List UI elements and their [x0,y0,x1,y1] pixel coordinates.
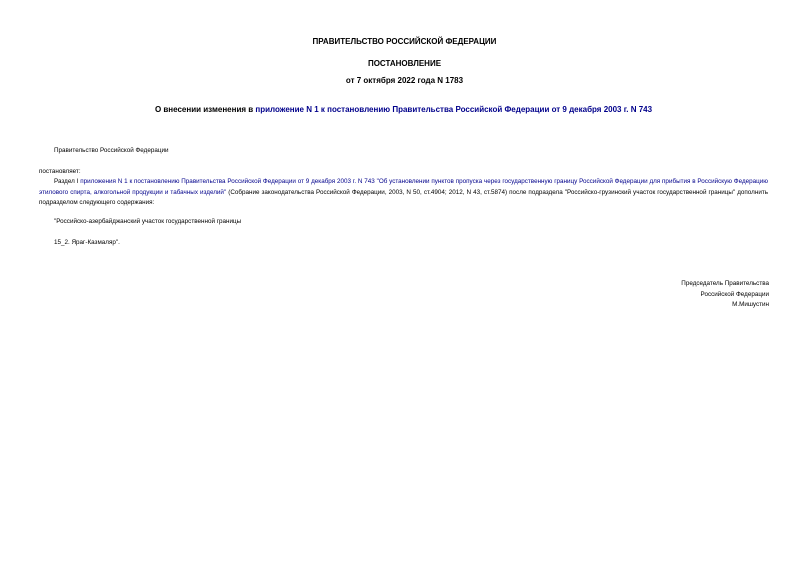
subject-document-link[interactable]: приложение N 1 к постановлению Правительства Российской Федерации от 9 декабря 2003 г. N 743 [255,105,653,114]
decree-date-heading: от 7 октября 2022 года N 1783 [345,76,464,85]
government-heading: ПРАВИТЕЛЬСТВО РОССИЙСКОЙ ФЕДЕРАЦИИ [312,37,497,46]
resolves-line: постановляет: [39,168,81,175]
paragraph-rest: (Собрание законодательства Российской Федерации, 2003, N 50, ст.4904; 2012, N 43, ст.5874) после подраздела "Российско-грузинский участок государственной границы" дополнить подразделом следующего содержания: [39,188,768,206]
paragraph-intro: Раздел I [54,178,81,185]
amendment-paragraph [39,177,768,209]
subject-prefix: О внесении изменения в [154,105,256,114]
subsection-title: "Российско-азербайджанский участок государственной границы [54,218,242,225]
decree-type-heading: ПОСТАНОВЛЕНИЕ [367,59,442,68]
signatory-position-line-2: Российской Федерации [700,291,769,298]
signatory-position-line-1: Председатель Правительства [681,280,769,287]
signatory-name: М.Мишустин [732,301,769,308]
checkpoint-entry: 15_2. Яраг-Казмаляр". [54,239,120,246]
paragraph-document-link[interactable]: приложения N 1 к постановлению Правительства Российской Федерации от 9 декабря 2003 г. N 743 "Об установлении пунктов пропуска через государственную границу Российской Федерации для прибытия в Российскую Федерацию этилового спирта, алкогольной продукции и табачных изделий" [39,178,768,196]
government-name-line: Правительство Российской Федерации [54,147,169,154]
decree-subject-heading [0,105,807,115]
